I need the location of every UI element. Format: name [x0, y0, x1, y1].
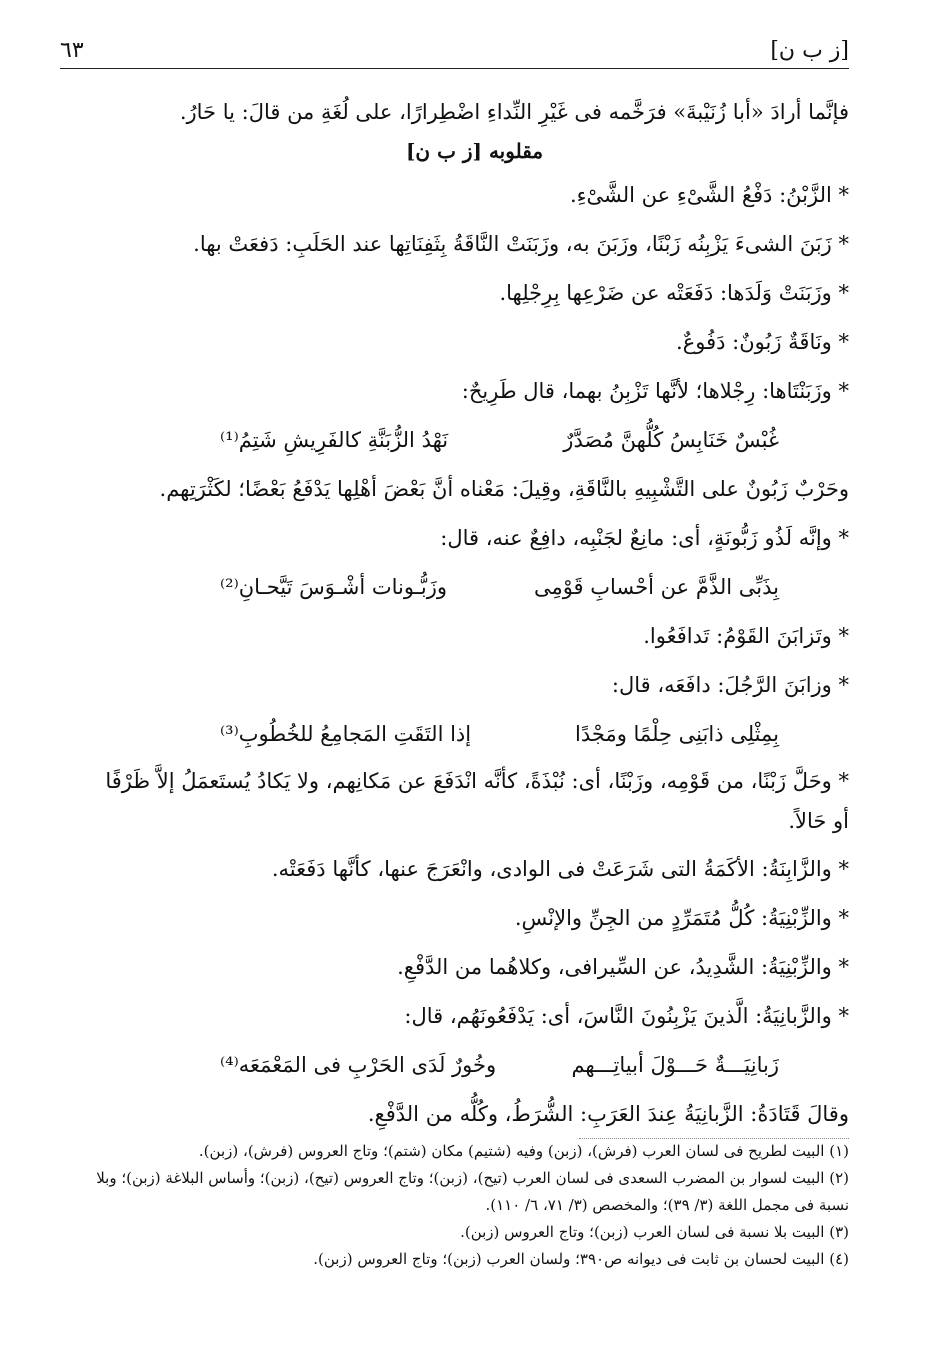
- verse-first-hemistich: غُبْسٌ خَنَابِسُ كُلُّهنَّ مُصَدَّرٌ: [563, 428, 779, 452]
- text-line: فإنَّما أرادَ «أبا زُنَيْبةَ» فرَخَّمه فى غَيْرِ النِّداءِ اضْطِرارًا، على لُغَةِ من قالَ: يا حَارُ.: [179, 100, 849, 124]
- footnote: (١) البيت لطريح فى لسان العرب (فرش)، (زبن) وفيه (شتيم) مكان (شتم)؛ وتاج العروس (فرش)، (زبن).: [198, 1142, 849, 1160]
- running-head: [ز ب ن]: [770, 38, 849, 63]
- section-title: مقلوبه [ز ب ن]: [405, 139, 544, 163]
- entry-line: * والزَّبانِيَةُ: الَّذينَ يَزْبِنُونَ النَّاسَ، أى: يَدْفَعُونَهُم، قال:: [404, 1004, 849, 1028]
- entry-line: * وزَبَنْتَاها: رِجْلاها؛ لأنَّها تَزْبِنُ بهما، قال طَرِيحٌ:: [461, 379, 849, 403]
- entry-line: * والزِّبْنِيَةُ: كُلُّ مُتَمَرِّدٍ من الجِنِّ والإنْسِ.: [514, 906, 849, 930]
- entry-line: * الزَّبْنُ: دَفْعُ الشَّىْءِ عن الشَّىْءِ.: [569, 183, 849, 207]
- verse: [100, 418, 849, 467]
- footnote: (٤) البيت لحسان بن ثابت فى ديوانه ص٣٩٠؛ ولسان العرب (زبن)؛ وتاج العروس (زبن).: [313, 1250, 849, 1268]
- footnotes: [90, 1138, 849, 1273]
- verse-first-hemistich: بِمِثْلِى ذابَنِى حِلْمًا ومَجْدًا: [575, 722, 779, 746]
- verse: [100, 565, 849, 614]
- entry-line: * وزابَنَ الرَّجُلَ: دافَعَه، قال:: [611, 673, 849, 697]
- page-number: ٦٣: [60, 38, 84, 63]
- entry-line: * وإنَّه لَذُو زَبُّونَةٍ، أى: مانِعٌ لجَنْبِه، دافِعٌ عنه، قال:: [440, 526, 849, 550]
- entry-line: * ونَاقَةٌ زَبُونٌ: دَفُوعٌ.: [676, 330, 849, 354]
- entry-line: * والزِّبْنِيَةُ: الشَّدِيدُ، عن السِّيرافى، وكلاهُما من الدَّفْعِ.: [397, 955, 849, 979]
- verse-second-hemistich: وزَبُّـونات أشْـوَسَ تَيَّحـانِ⁽²⁾: [220, 575, 448, 599]
- verse-first-hemistich: زَبانِيَـــةٌ حَـــوْلَ أبياتِـــهم: [571, 1053, 779, 1077]
- entry-line: * وحَلَّ زَبْنًا، من قَوْمِه، وزَبْنًا، أى: نُبْذَةً، كأنَّه انْدَفَعَ عن مَكانِهم، ولا يَكادُ يُستَعمَلُ إلاَّ ظَرْفًا أو حَالاً.: [105, 769, 849, 833]
- verse-first-hemistich: بِذَبِّى الذَّمَّ عن أحْسابِ قَوْمِى: [533, 575, 779, 599]
- entry-line: * زَبَنَ الشىءَ يَزْبِنُه زَبْنًا، وزَبَنَ به، وزَبَنَتْ النَّاقَةُ بِثَفِنَاتِها عند الحَلَبِ: دَفعَتْ بها.: [193, 232, 849, 256]
- main-text: [100, 92, 849, 1141]
- page-header: [60, 38, 849, 69]
- entry-line: * وزَبَنَتْ وَلَدَها: دَفَعَتْه عن ضَرْعِها بِرِجْلِها.: [499, 281, 849, 305]
- entry-line: * وتَزابَنَ القَوْمُ: تَدافَعُوا.: [643, 624, 849, 648]
- verse-second-hemistich: وخُورٌ لَدَى الحَرْبِ فى المَعْمَعَه⁽⁴⁾: [220, 1053, 497, 1077]
- text-line: وقالَ قَتَادَةُ: الزَّبانِيَةُ عِندَ العَرَبِ: الشُّرَطُ، وكُلُّه من الدَّفْعِ.: [367, 1102, 849, 1126]
- footnote: (٢) البيت لسوار بن المضرب السعدى فى لسان العرب (تيح)، (زبن)؛ وتاج العروس (تيح)، (زبن)؛ وأساس البلاغة (زبن)؛ وبلا نسبة فى مجمل اللغة (٣/ ٣٩)؛ والمخصص (٣/ ٧١، ٦/ ١١٠).: [96, 1169, 849, 1214]
- footnote: (٣) البيت بلا نسبة فى لسان العرب (زبن)؛ وتاج العروس (زبن).: [460, 1223, 849, 1241]
- verse-second-hemistich: نَهْدُ الزُّبَنَّةِ كالفَرِيشِ شَتِمُ⁽¹⁾: [220, 428, 449, 452]
- verse: [100, 712, 849, 761]
- verse-second-hemistich: إذا التَقَتِ المَجامِعُ للخُطُوبِ⁽³⁾: [220, 722, 472, 746]
- entry-line: * والزَّابِنَةُ: الأكَمَةُ التى شَرَعَتْ فى الوادى، وانْعَرَجَ عنها، كأنَّها دَفَعَتْه.: [271, 857, 849, 881]
- verse: [100, 1043, 849, 1092]
- text-line: وحَرْبٌ زَبُونٌ على التَّشْبِيهِ بالنَّاقَةِ، وقِيلَ: مَعْناه أنَّ بَعْضَ أهْلِها يَدْفَعُ بَعْضًا؛ لكَثْرَتِهم.: [159, 477, 849, 501]
